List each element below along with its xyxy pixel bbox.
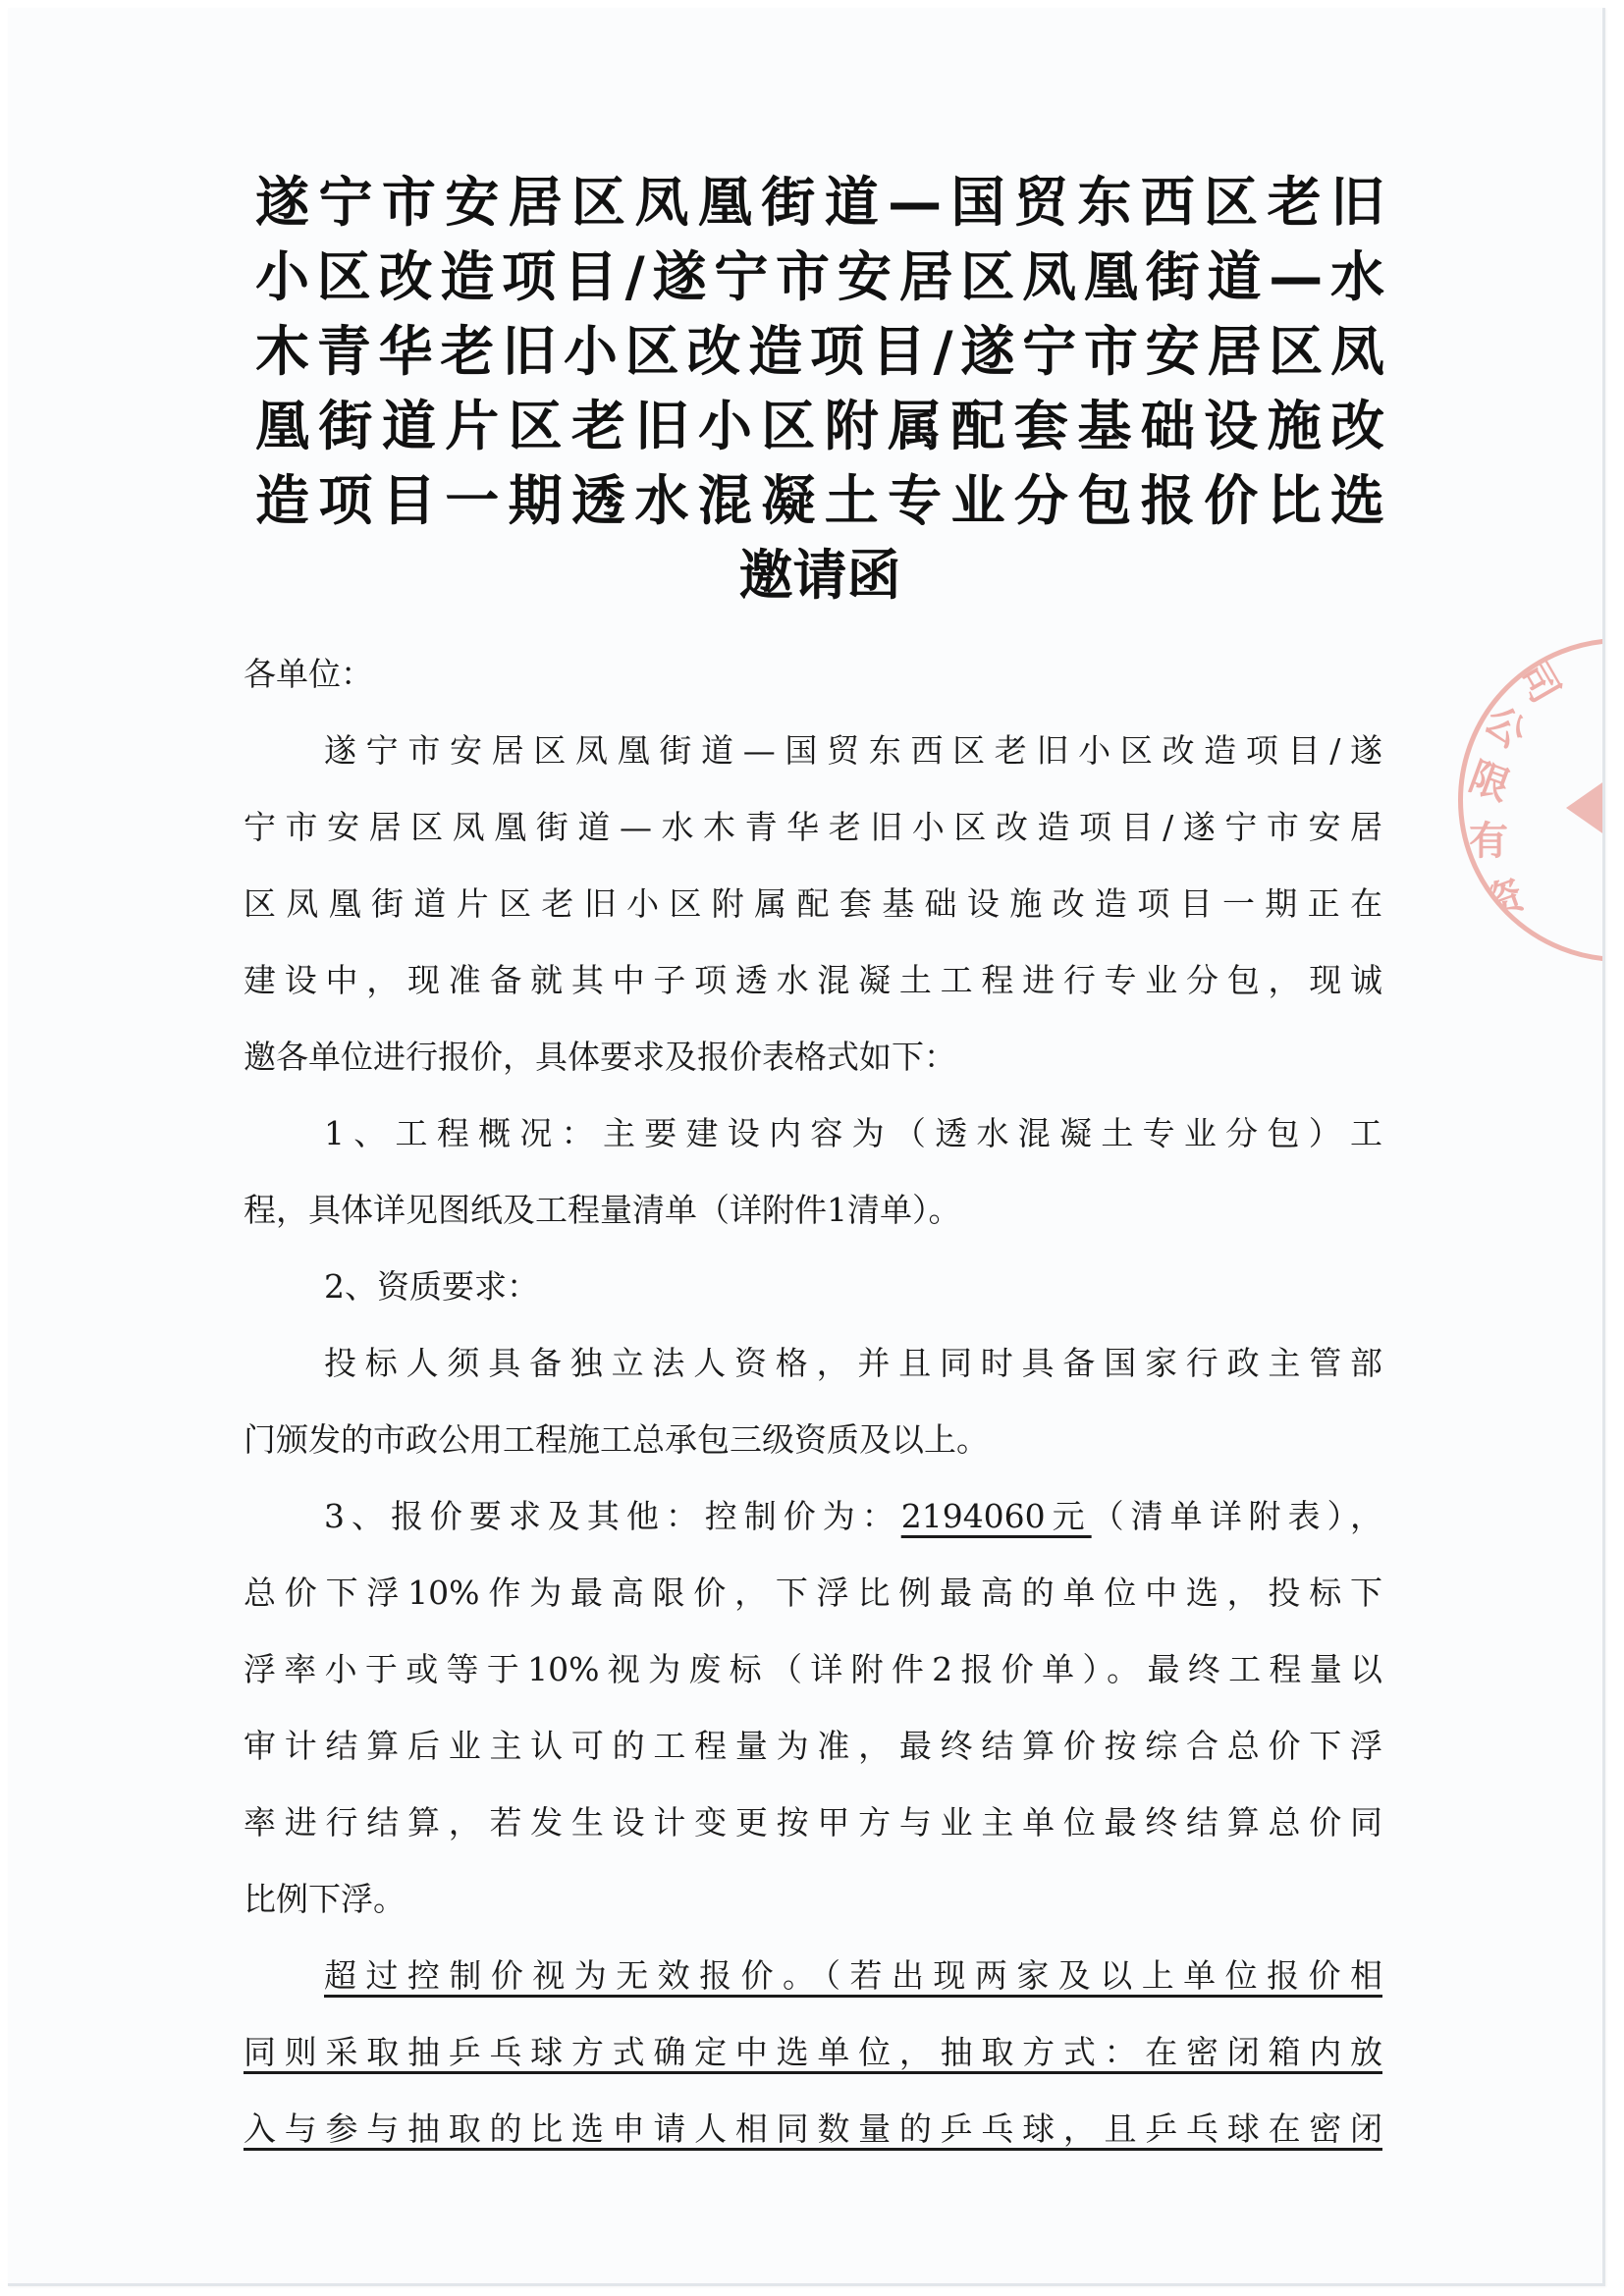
underlined-line: 同则采取抽乒乓球方式确定中选单位，抽取方式：在密闭箱内放	[244, 2033, 1382, 2071]
section3-line: 浮率小于或等于10%视为废标（详附件2报价单）。最终工程量以	[244, 1650, 1382, 1688]
section1-line: 1、工程概况：主要建设内容为（透水混凝土专业分包）工	[324, 1114, 1382, 1152]
title-line: 邀请函	[738, 544, 901, 607]
section2-line: 门颁发的市政公用工程施工总承包三级资质及以上。	[244, 1420, 989, 1459]
seal-char: 有	[1469, 819, 1508, 864]
section3-prefix: 3、报价要求及其他：控制价为：	[324, 1497, 901, 1535]
section3-suffix: （清单详附表），	[1091, 1497, 1382, 1535]
underlined-line: 超过控制价视为无效报价。（若出现两家及以上单位报价相	[324, 1956, 1382, 1995]
section3-line: 率进行结算，若发生设计变更按甲方与业主单位最终结算总价同	[244, 1803, 1382, 1842]
seal-char: 资	[1477, 872, 1530, 929]
control-price: 2194060元	[900, 1497, 1092, 1535]
title-line: 小区改造项目/遂宁市安居区凤凰街道—水	[255, 245, 1384, 308]
intro-line: 邀各单位进行报价，具体要求及报价表格式如下：	[244, 1038, 956, 1076]
title-line: 遂宁市安居区凤凰街道—国贸东西区老旧	[255, 171, 1384, 234]
section3-line: 审计结算后业主认可的工程量为准，最终结算价按综合总价下浮	[244, 1727, 1382, 1765]
seal-char: 公	[1475, 697, 1535, 758]
seal-char: 限	[1463, 754, 1516, 811]
document-body	[244, 636, 1382, 2167]
section3-line: 总价下浮10%作为最高限价，下浮比例最高的单位中选，投标下	[244, 1574, 1382, 1612]
intro-line: 宁市安居区凤凰街道—水木青华老旧小区改造项目/遂宁市安居	[244, 808, 1382, 846]
seal-char: 司	[1509, 654, 1568, 712]
section3-line: 比例下浮。	[244, 1880, 406, 1918]
intro-line: 遂宁市安居区凤凰街道—国贸东西区老旧小区改造项目/遂	[324, 731, 1382, 770]
section2-heading: 2、资质要求：	[324, 1267, 539, 1306]
title-line: 造项目一期透水混凝土专业分包报价比选	[255, 469, 1384, 532]
document-title	[255, 165, 1384, 613]
underlined-line: 入与参与抽取的比选申请人相同数量的乒乓球，且乒乓球在密闭	[244, 2109, 1382, 2148]
title-line: 凰街道片区老旧小区附属配套基础设施改	[255, 395, 1384, 457]
document-page	[8, 8, 1605, 2286]
section3-line1	[244, 1478, 1382, 1555]
title-line: 木青华老旧小区改造项目/遂宁市安居区凤	[255, 320, 1384, 383]
intro-line: 建设中，现准备就其中子项透水混凝土工程进行专业分包，现诚	[244, 961, 1382, 999]
salutation: 各单位：	[244, 655, 373, 693]
intro-line: 区凤凰街道片区老旧小区附属配套基础设施改造项目一期正在	[244, 884, 1382, 923]
section2-line: 投标人须具备独立法人资格，并且同时具备国家行政主管部	[324, 1344, 1382, 1382]
section1-line: 程，具体详见图纸及工程量清单（详附件1清单）。	[244, 1191, 961, 1229]
